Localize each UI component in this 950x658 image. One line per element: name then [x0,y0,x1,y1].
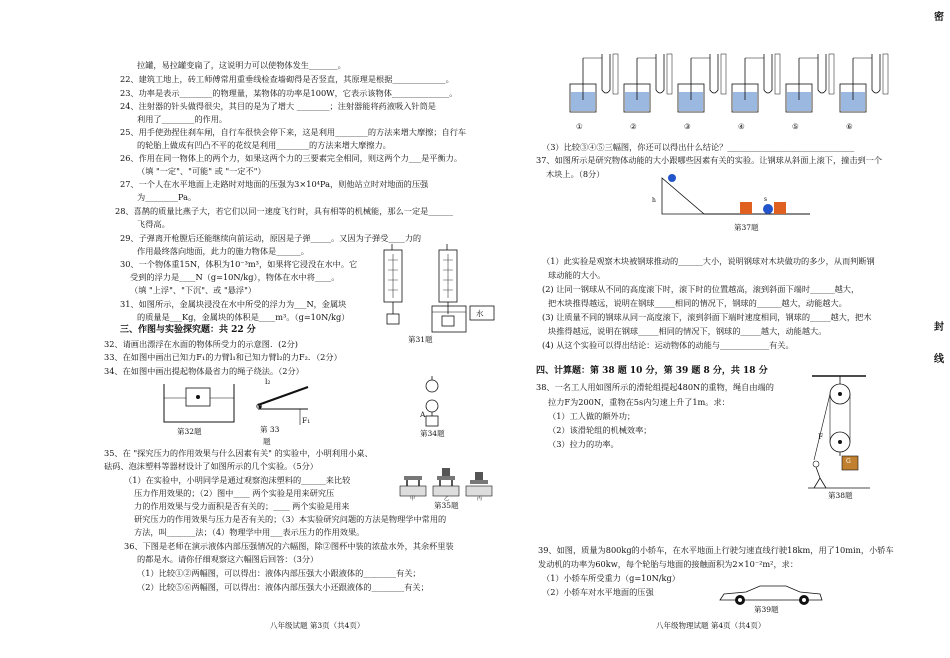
figure-39 [716,584,826,606]
left-footer: 八年级试题 第3页（共4页） [270,621,365,630]
right-text-line-17: 发动机的功率为60kw，每个轮胎与地面的接触面积为2×10⁻²m²，求： [538,559,799,569]
right-text-line-11: 38、一名工人用如图所示的滑轮组提起480N的重物，绳自由端的 [536,382,774,392]
left-text-line-21: 32、请画出漂浮在水面的物体所受力的示意图．(2分) [104,339,298,349]
left-text-line-20: 三、作图与实验探究题：共 22 分 [120,325,256,335]
beaker-3 [678,54,726,112]
left-text-line-13: 29、子弹离开枪膛后还能继续向前运动，原因是子弹_____。又因为子弹受____力的 [120,233,422,243]
figure-32-caption: 第32题 [177,427,202,436]
right-text-line-15: （3）拉力的功率。 [548,439,619,449]
figure-36-label-3: ③ [684,122,691,131]
left-text-line-6: 的轮胎上做成有凹凸不平的花纹是利用________的方法来增大摩擦力。 [137,140,391,150]
right-text-line-7: (3) 让质量不同的钢球从同一高度滚下，滚到斜面下端时速度相同，钢球的_____越大，把木 [542,312,872,322]
right-text-line-4: 球动能的大小。 [548,270,606,280]
left-text-line-32: 的都是水。请你仔细观察这六幅图后回答：（3分） [137,554,319,564]
left-text-line-16: 受到的浮力是____N（g=10N/kg），物体在水中将____。 [130,272,340,282]
right-text-line-16: 39、如图，质量为800kg的小轿车，在水平地面上行驶匀速直线行驶18km，用了10min，小轿车 [538,545,894,555]
right-text-line-13: （1）工人做的额外功； [548,411,636,421]
right-text-line-14: （2）该滑轮组的机械效率； [548,425,652,435]
figure-34-a-label: A [420,410,426,419]
right-text-line-3: （1）此实验是观察木块被钢球推动的______大小，说明钢球对木块做功的多少，从而判断钢 [542,256,875,266]
beaker-6 [840,54,888,112]
left-text-line-14: 作用最终落向地面，此力的施力物体是______。 [137,246,309,256]
figure-36-label-2: ② [630,122,637,131]
right-text-line-6: 把木块推得越远，说明在钢球_____相同的情况下，钢球的______越大，动能越大。 [548,298,847,308]
figure-39-caption: 第39题 [754,605,779,614]
beaker-1 [570,54,618,112]
figure-35-label-1: 甲 [410,496,416,502]
left-text-line-26: （1）在实验中，小明同学是通过观察泡沫塑料的______来比较 [124,475,351,485]
left-text-line-31: 36、下图是老师在演示液体内部压强情况的六幅图，除②图杯中装的浓盐水外，其余杯里装 [124,541,454,551]
left-text-line-30: 方法，叫_______法；（4）物理学中用___表示压力的作用效果。 [134,527,365,537]
left-text-line-25: 砝码、泡沫塑料等器材设计了如图所示的几个实验。（5分） [104,461,318,471]
beaker-4 [732,54,780,112]
left-text-line-12: 飞得高。 [137,219,170,229]
figure-37-caption: 第37题 [734,223,759,232]
figure-36-label-1: ① [576,122,583,131]
left-text-line-2: 23、功率是表示________的物理量，某物体的功率是100W，它表示该物体______________。 [120,88,458,98]
figure-31-water-label: 水 [476,309,484,318]
left-text-line-10: 为________Pa。 [137,192,197,202]
left-text-line-19: 的质量是___Kg，金属块的体积是____m³。（g=10N/kg） [137,312,350,322]
figure-35-label-3: 丙 [477,496,483,502]
figure-38-caption: 第38题 [828,491,853,500]
left-text-line-5: 25、用手使劲捏住刹车闸，自行车很快会停下来，这是利用________的方法来增大摩擦；自行车 [120,127,467,137]
left-text-line-3: 24、注射器的针头做得很尖，其目的是为了增大 ________；注射器能将药液吸入针筒是 [120,101,436,111]
left-text-line-8: （填 "一定"、"可能" 或 "一定不"） [137,166,266,176]
figure-32 [160,378,240,426]
figure-33-f1-label: F₁ [302,416,311,425]
figure-38-f-label: F [818,432,824,441]
margin-mark-xian: 线 [934,354,944,365]
left-text-line-28: 力的作用效果与受力面积是否有关的；____ 两个实验是用来 [134,501,350,511]
figure-35-caption: 第35题 [434,501,459,510]
figure-35-label-2: 乙 [444,496,450,502]
right-text-line-5: (2) 让同一钢球从不同的高度滚下时，滚下时的位置越高，滚到斜面下端时______越大， [542,284,860,294]
figure-33-caption: 第 33 [260,425,280,434]
left-text-line-11: 28、喜鹊的质量比燕子大，若它们以同一速度飞行时，具有相等的机械能，那么一定是______ [115,206,453,216]
left-text-line-34: （2）比较⑤⑥两幅图，可以得出：液体内部压强大小还跟液体的________有关； [137,582,429,592]
right-text-line-19: （2）小轿车对水平地面的压强 [542,587,654,597]
figure-37 [660,170,810,220]
figure-36-label-5: ⑤ [792,122,799,131]
left-text-line-33: （1）比较①②两幅图，可以得出：液体内部压强大小跟液体的________有关； [137,568,421,578]
right-text-line-18: （1）小轿车所受重力（g=10N/kg） [542,573,680,583]
margin-mark-top: 密 [934,12,944,23]
figure-33-l2-label: l₂ [265,377,271,386]
left-text-line-23: 34、在如图中画出提起物体最省力的绳子绕法。（2分） [104,366,304,376]
figure-33-caption-2: 题 [263,437,271,446]
figure-31 [372,240,512,350]
left-text-line-29: 研究压力的作用效果与压力是否有关的；（3）本实验研究问题的方法是物理学中常用的 [134,514,447,524]
left-text-line-9: 27、一个人在水平地面上走路时对地面的压强为3×10⁴Pa，则他站立时对地面的压强 [120,179,429,189]
figure-31-caption: 第31题 [408,335,433,344]
margin-mark-feng: 封 [934,322,944,333]
left-text-line-17: （填 "上浮"、"下沉"、或 "悬浮"） [130,285,257,295]
left-text-line-1: 22、建筑工地上，砖工师傅常用重垂线检查墙砌得是否竖直，其原理是根据_____________。 [120,74,454,84]
beaker-5 [786,54,834,112]
right-text-line-0: （3）比较③④⑤三幅图，你还可以得出什么结论？_______________________________ [542,142,855,152]
beaker-2 [624,54,672,112]
right-text-line-9: (4) 从这个实验可以得出结论：运动物体的动能与____________有关。 [542,340,794,350]
left-text-line-15: 30、一个物体重15N，体积为10⁻³m³，如果将它浸没在水中。它 [120,259,358,269]
figure-36 [568,50,898,122]
figure-33-o-label: O [256,402,263,411]
figure-36-label-4: ④ [738,122,745,131]
left-text-line-24: 35、在 "探究压力的作用效果与什么因素有关" 的实验中，小明利用小桌、 [104,448,373,458]
figure-38-g-label: G [846,458,851,465]
figure-36-label-6: ⑥ [846,122,853,131]
figure-37-h-label: h [652,197,656,204]
left-text-line-18: 31、如图所示，金属块浸没在水中所受的浮力为___N，金属块 [120,299,347,309]
right-text-line-1: 37、如图所示是研究物体动能的大小跟哪些因素有关的实验。让钢球从斜面上滚下，撞击到一个 [536,155,883,165]
right-text-line-8: 块推得越远，说明在钢球_____相同的情况下，钢球的_____越大，动能越大。 [548,326,827,336]
right-text-line-2: 木块上。（8分） [546,169,605,179]
left-text-line-22: 33、在如图中画出已知力F₁的力臂l₁和已知力臂l₂的力F₂．（2分） [104,352,342,362]
left-text-line-7: 26、作用在同一物体上的两个力，如果这两个力的三要素完全相同，则这两个力___是平衡力。 [120,153,463,163]
right-text-line-10: 四、计算题：第 38 题 10 分，第 39 题 8 分，共 18 分 [536,366,768,376]
left-text-line-4: 利用了________的作用。 [137,114,228,124]
figure-34 [418,376,448,428]
right-text-line-12: 拉力F为200N，重物在5s内匀速上升了1m。求： [548,397,730,407]
figure-37-s-label: s [764,196,768,203]
figure-34-caption: 第34题 [420,429,445,438]
right-footer: 八年级物理试题 第4页（共4页） [656,621,766,630]
left-text-line-27: 压力作用效果的；（2）图中____ 两个实验是用来研究压 [134,488,335,498]
left-text-line-0: 拉罐，易拉罐变扁了，这说明力可以使物体发生_______。 [137,60,346,70]
